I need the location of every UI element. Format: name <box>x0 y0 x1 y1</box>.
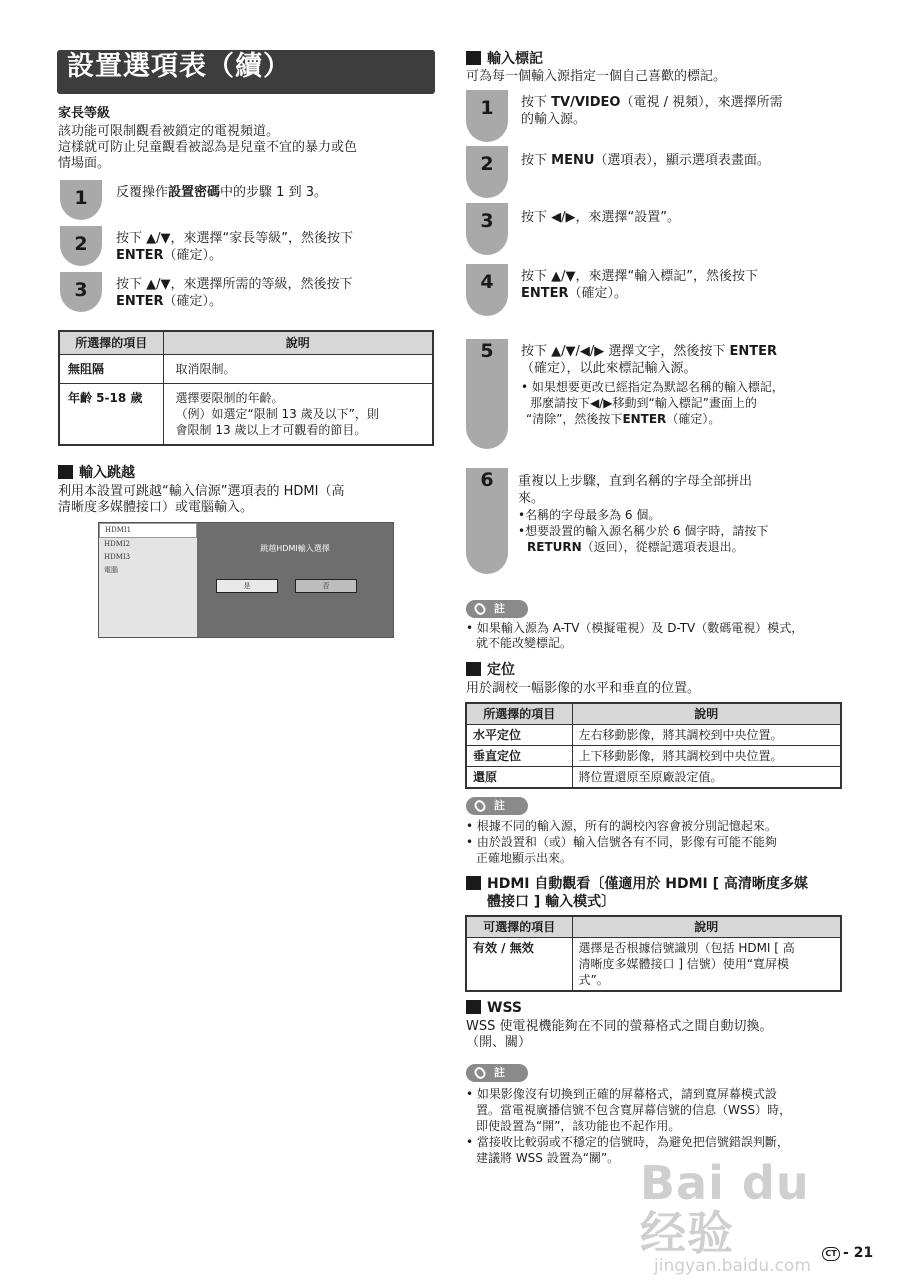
table-header: 可選擇的項目 <box>466 916 572 938</box>
osd-screenshot <box>98 522 394 638</box>
note-text: • 當接收比較弱或不穩定的信號時，為避免把信號錯誤判斷， <box>466 1135 789 1149</box>
paperclip-icon <box>472 601 487 617</box>
skip-description: 利用本設置可跳越“輸入信源”選項表的 HDMI（高 清晰度多媒體接口）或電腦輸入。 <box>58 484 345 515</box>
position-table <box>465 702 842 789</box>
step-number-badge: 4 <box>466 264 508 316</box>
note-text: 正確地顯示出來。 <box>476 851 573 865</box>
parental-table <box>58 330 434 446</box>
parental-heading: 家長等級 <box>58 106 111 121</box>
note-tag: 註 <box>466 600 528 618</box>
hdmi-auto-heading: HDMI 自動觀看〔僅適用於 HDMI [ 高清晰度多媒 <box>466 876 808 892</box>
table-row: 無阻隔 取消限制。 <box>59 355 433 384</box>
osd-yes-button: 是 <box>216 579 278 593</box>
step-number-badge: 2 <box>466 146 508 198</box>
step-number-badge: 1 <box>466 90 508 142</box>
table-header: 所選擇的項目 <box>59 331 163 355</box>
position-heading: 定位 <box>466 662 515 678</box>
note-text: • 由於設置和（或）輸入信號各有不同，影像有可能不能夠 <box>466 835 777 849</box>
note-text: 就不能改變標記。 <box>476 636 573 650</box>
hdmi-auto-table <box>465 915 842 992</box>
table-row: 水平定位 左右移動影像，將其調校到中央位置。 <box>466 725 841 746</box>
wss-description: WSS 使電視機能夠在不同的螢幕格式之間自動切換。 （開、關） <box>466 1019 773 1050</box>
step-number-badge: 3 <box>60 272 102 312</box>
paperclip-icon <box>472 798 487 814</box>
note-text: • 如果輸入源為 A-TV（模擬電視）及 D-TV（數碼電視）模式， <box>466 621 804 635</box>
page-number: CT - 21 <box>822 1245 873 1261</box>
note-tag: 註 <box>466 1064 528 1082</box>
table-header: 說明 <box>572 703 841 725</box>
page-title: 設置選項表（續） <box>57 50 435 94</box>
note-text: • 如果影像沒有切換到正確的屏幕格式，請到寬屏幕模式設 <box>466 1087 777 1101</box>
table-row: 年齡 5-18 歲 選擇要限制的年齡。 （例）如選定“限制 13 歲及以下”，則 會限制 13 歲以上才可觀看的節目。 <box>59 384 433 446</box>
osd-list-item: 電腦 <box>104 566 118 574</box>
step-number-badge: 6 <box>466 468 508 574</box>
wss-heading: WSS <box>466 1000 522 1016</box>
table-header: 說明 <box>163 331 433 355</box>
osd-list-item: HDMI3 <box>104 553 131 561</box>
osd-no-button: 否 <box>295 579 357 593</box>
table-header: 說明 <box>572 916 841 938</box>
table-row: 垂直定位 上下移動影像，將其調校到中央位置。 <box>466 746 841 767</box>
label-heading: 輸入標記 <box>466 51 543 67</box>
parental-description: 該功能可限制觀看被鎖定的電視頻道。 這樣就可防止兒童觀看被認為是兒童不宜的暴力或色 情場面。 <box>58 124 358 171</box>
baidu-watermark: Bai du 经验 jingyan.baidu.com <box>640 1156 811 1276</box>
step-number-badge: 3 <box>466 203 508 255</box>
note-text: 建議將 WSS 設置為“關”。 <box>476 1151 620 1165</box>
osd-input-list <box>99 523 197 637</box>
note-text: 置。當電視廣播信號不包含寬屏幕信號的信息（WSS）時， <box>476 1103 792 1117</box>
step-number-badge: 5 <box>466 339 508 449</box>
paperclip-icon <box>472 1065 487 1081</box>
note-text: • 根據不同的輸入源，所有的調校內容會被分別記憶起來。 <box>466 819 777 833</box>
table-row: 有效 / 無效 選擇是否根據信號識別（包括 HDMI [ 高 清晰度多媒體接口 ] 信號）使用“寬屏模 式”。 <box>466 938 841 992</box>
step-number-badge: 2 <box>60 226 102 266</box>
label-description: 可為每一個輸入源指定一個自己喜歡的標記。 <box>466 69 727 84</box>
osd-list-item: HDMI1 <box>99 523 197 538</box>
note-text: 即使設置為“開”，該功能也不起作用。 <box>476 1119 681 1133</box>
skip-heading: 輸入跳越 <box>58 465 135 481</box>
position-description: 用於調校一幅影像的水平和垂直的位置。 <box>466 681 701 696</box>
table-row: 還原 將位置還原至原廠設定值。 <box>466 767 841 789</box>
note-tag: 註 <box>466 797 528 815</box>
step-number-badge: 1 <box>60 180 102 220</box>
osd-list-item: HDMI2 <box>104 540 131 548</box>
osd-dialog-title: 跳越HDMI輸入選擇 <box>260 544 330 553</box>
hdmi-auto-heading-cont: 體接口 ] 輸入模式〕 <box>487 894 616 910</box>
table-header: 所選擇的項目 <box>466 703 572 725</box>
language-badge: CT <box>822 1247 840 1261</box>
